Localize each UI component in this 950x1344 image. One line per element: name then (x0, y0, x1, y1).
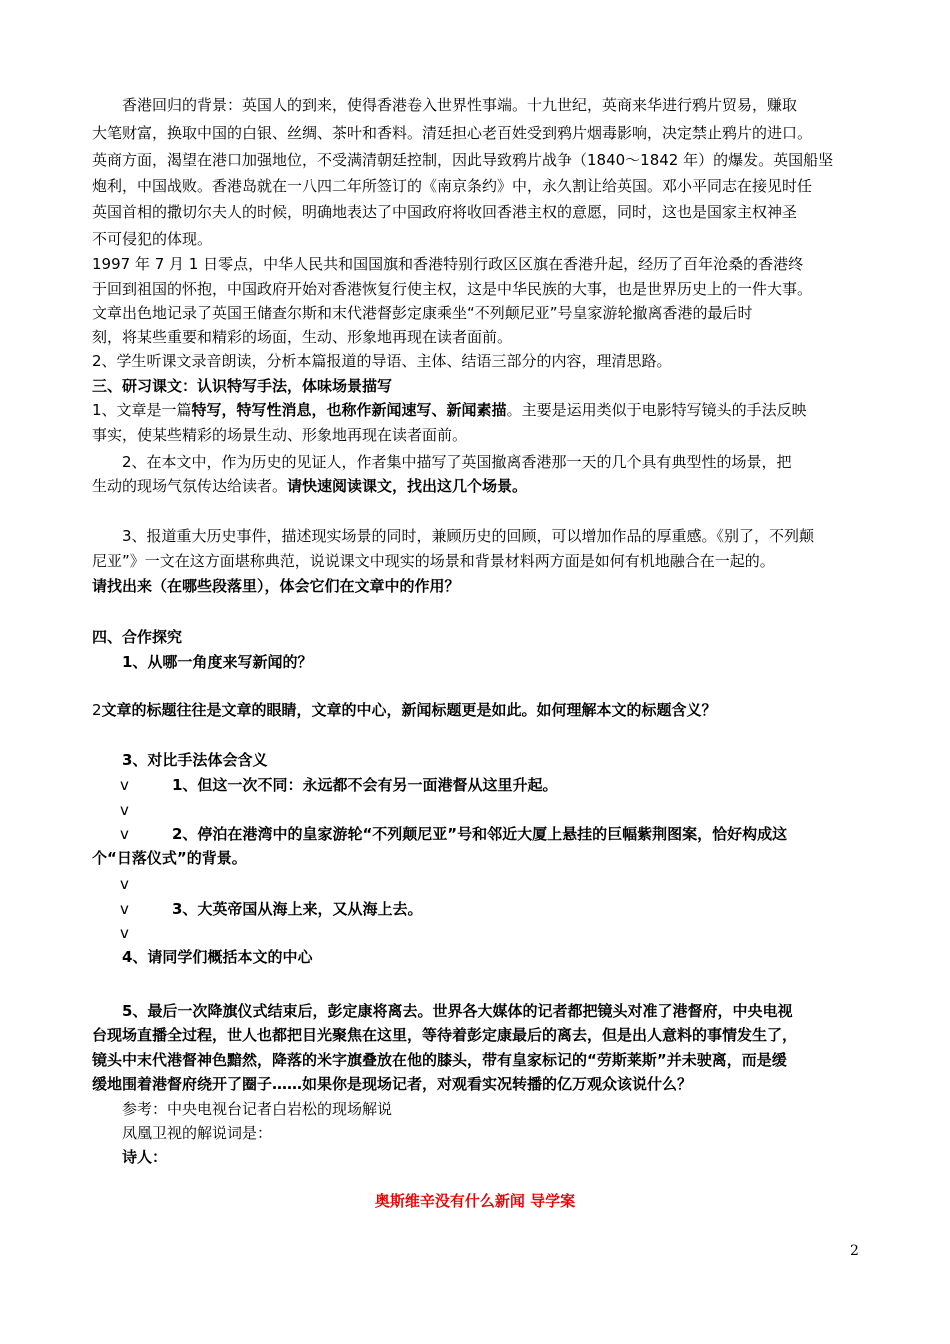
contrast-item-2-text: 2、停泊在港湾中的皇家游轮“不列颠尼亚”号和邻近大厦上悬挂的巨幅紫荆图案，恰好构成这 (172, 825, 788, 843)
contrast-item-2-cont: 个“日落仪式”的背景。 (92, 849, 247, 867)
next-lesson-title: 奥斯维辛没有什么新闻 导学案 (374, 1192, 576, 1210)
question-5-line: 台现场直播全过程，世人也都把目光聚焦在这里，等待着彭定康最后的离去，但是出人意料的事情发生了， (92, 1026, 798, 1044)
paragraph-background-line: 不可侵犯的体现。 (92, 230, 213, 248)
bullet-mark: v (120, 924, 129, 942)
item-3-2-text: 生动的现场气氛传达给读者。 (92, 477, 288, 495)
bullet-line (92, 799, 162, 822)
item-3-3-question: 请找出来（在哪些段落里），体会它们在文章中的作用？ (92, 577, 460, 595)
item-3-1-bold: 特写，特写性消息，也称作新闻速写、新闻素描 (191, 401, 507, 419)
section-heading-4: 四、合作探究 (92, 628, 183, 646)
bullet-mark: v (120, 825, 129, 843)
contrast-item-1 (92, 774, 557, 797)
bullet-mark: v (120, 801, 129, 819)
item-3-1-line (92, 399, 807, 422)
item-3-3-line: 尼亚”》一文在这方面堪称典范，说说课文中现实的场景和背景材料两方面是如何有机地融合在一起的。 (92, 552, 775, 570)
bullet-line (92, 922, 162, 945)
paragraph-background-line: 香港回归的背景：英国人的到来，使得香港卷入世界性事端。十九世纪，英商来华进行鸦片贸易，赚取 (122, 96, 798, 114)
question-2-number: 2 (92, 701, 102, 719)
bullet-mark: v (120, 900, 129, 918)
paragraph-background-line: 英商方面，渴望在港口加强地位，不受满清朝廷控制，因此导致鸦片战争（1840～1842 年）的爆发。英国船坚 (92, 151, 834, 169)
item-3-3-line: 3、报道重大历史事件，描述现实场景的同时，兼顾历史的回顾，可以增加作品的厚重感。《别了，不列颠 (122, 527, 815, 545)
item-3-2-line (92, 475, 527, 498)
task-listen-reading: 2、学生听课文录音朗读，分析本篇报道的导语、主体、结语三部分的内容，理清思路。 (92, 352, 672, 370)
question-4: 4、请同学们概括本文的中心 (122, 948, 313, 966)
bullet-mark: v (120, 776, 129, 794)
contrast-item-1-text: 1、但这一次不同：永远都不会有另一面港督从这里升起。 (172, 776, 558, 794)
reference-line: 凤凰卫视的解说词是： (122, 1124, 273, 1142)
paragraph-handover-line: 于回到祖国的怀抱，中国政府开始对香港恢复行使主权，这是中华民族的大事，也是世界历史上的一件大事。 (92, 280, 813, 298)
item-3-2-bold: 请快速阅读课文，找出这几个场景。 (287, 477, 528, 495)
contrast-item-3 (92, 898, 422, 921)
paragraph-background-line: 炮利，中国战败。香港岛就在一八四二年所签订的《南京条约》中，永久割让给英国。邓小平同志在接见时任 (92, 177, 813, 195)
paragraph-background-line: 大笔财富，换取中国的白银、丝绸、茶叶和香料。清廷担心老百姓受到鸦片烟毒影响，决定禁止鸦片的进口。 (92, 124, 813, 142)
paragraph-background-line: 英国首相的撒切尔夫人的时候，明确地表达了中国政府将收回香港主权的意愿，同时，这也是国家主权神圣 (92, 203, 798, 221)
paragraph-handover-line: 1997 年 7 月 1 日零点，中华人民共和国国旗和香港特别行政区区旗在香港升起，经历了百年沧桑的香港终 (92, 255, 804, 273)
contrast-item-2 (92, 823, 787, 846)
question-5-line: 镜头中末代港督神色黯然，降落的米字旗叠放在他的膝头，带有皇家标记的“劳斯莱斯”并未驶离，而是缓 (92, 1051, 787, 1069)
page-number: 2 (850, 1243, 859, 1259)
paragraph-handover-line: 刻，将某些重要和精彩的场面，生动、形象地再现在读者面前。 (92, 328, 513, 346)
item-3-2-line: 2、在本文中，作为历史的见证人，作者集中描写了英国撤离香港那一天的几个具有典型性的场景，把 (122, 453, 792, 471)
contrast-item-3-text: 3、大英帝国从海上来，又从海上去。 (172, 900, 423, 918)
item-3-1-line: 事实，使某些精彩的场景生动、形象地再现在读者面前。 (92, 426, 468, 444)
reference-line: 参考：中央电视台记者白岩松的现场解说 (122, 1100, 393, 1118)
bullet-mark: v (120, 875, 129, 893)
paragraph-handover-line: 文章出色地记录了英国王储查尔斯和末代港督彭定康乘坐“不列颠尼亚”号皇家游轮撤离香港的最后时 (92, 304, 753, 322)
question-2 (92, 699, 717, 722)
section-heading-3: 三、研习课文：认识特写手法，体味场景描写 (92, 377, 393, 395)
question-5-line: 5、最后一次降旗仪式结束后，彭定康将离去。世界各大媒体的记者都把镜头对准了港督府，中央电视 (122, 1002, 793, 1020)
question-2-text: 文章的标题往往是文章的眼睛，文章的中心，新闻标题更是如此。如何理解本文的标题含义？ (101, 701, 717, 719)
question-1: 1、从哪一角度来写新闻的？ (122, 653, 313, 671)
question-3: 3、对比手法体会含义 (122, 751, 268, 769)
item-3-1-text-end: 。主要是运用类似于电影特写镜头的手法反映 (506, 401, 807, 419)
item-3-1-text: 1、文章是一篇 (92, 401, 192, 419)
reference-poet: 诗人： (122, 1148, 168, 1166)
question-5-line: 缓地围着港督府绕开了圈子……如果你是现场记者，对观看实况转播的亿万观众该说什么？ (92, 1075, 693, 1093)
bullet-line (92, 873, 162, 896)
